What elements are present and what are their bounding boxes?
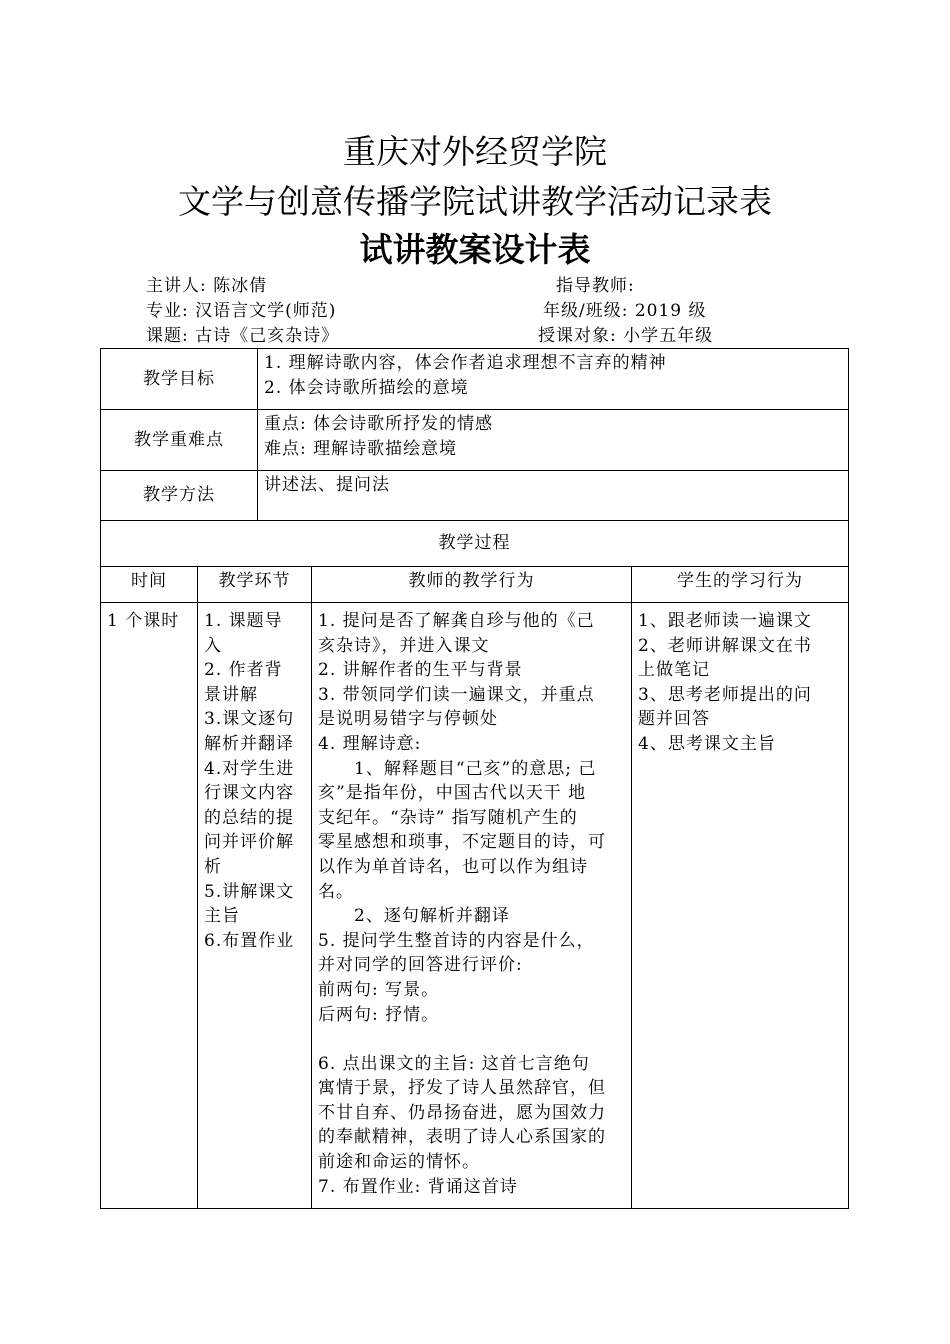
teacher-line: 是说明易错字与停顿处 bbox=[318, 709, 498, 730]
teacher-line: 7. 布置作业: 背诵这首诗 bbox=[318, 1176, 518, 1197]
teacher-line: 1、解释题目“己亥”的意思; 己 bbox=[354, 758, 597, 779]
teacher-line: 2、逐句解析并翻译 bbox=[354, 906, 510, 927]
teacher-line: 寓情于景，抒发了诗人虽然辞官，但 bbox=[318, 1078, 606, 1099]
student-cell bbox=[632, 603, 849, 1209]
stage-line: 4.对学生进 bbox=[204, 758, 295, 779]
teacher-line: 后两句: 抒情。 bbox=[318, 1004, 440, 1025]
stage-line: 主旨 bbox=[204, 906, 240, 927]
teacher-line: 的奉献精神，表明了诗人心系国家的 bbox=[318, 1127, 606, 1148]
lesson-plan-table bbox=[100, 348, 849, 1209]
teacher-line: 不甘自弃、仍昂扬奋进，愿为国效力 bbox=[318, 1102, 606, 1123]
column-header-time: 时间 bbox=[101, 567, 198, 603]
stage-line: 1. 课题导 bbox=[204, 611, 283, 631]
methods-cell: 讲述法、提问法 bbox=[258, 471, 849, 521]
teacher-line: 零星感想和琐事，不定题目的诗，可 bbox=[318, 832, 606, 853]
objective-line: 1. 理解诗歌内容，体会作者追求理想不言弃的精神 bbox=[264, 353, 667, 373]
student-line: 2、老师讲解课文在书 bbox=[638, 635, 812, 656]
stage-line: 析 bbox=[204, 856, 222, 877]
advisor: 指导教师: bbox=[556, 276, 635, 296]
column-header-teacher: 教师的教学行为 bbox=[312, 567, 632, 603]
student-line: 4、思考课文主旨 bbox=[638, 733, 776, 754]
speaker: 主讲人: 陈冰倩 bbox=[146, 276, 268, 296]
teacher-line: 1. 提问是否了解龚自珍与他的《己 bbox=[318, 611, 595, 631]
school-title: 重庆对外经贸学院 bbox=[343, 132, 607, 171]
audience: 授课对象: 小学五年级 bbox=[538, 326, 714, 346]
student-line: 上做笔记 bbox=[638, 660, 710, 681]
column-header-stage: 教学环节 bbox=[198, 567, 312, 603]
stage-line: 景讲解 bbox=[204, 684, 258, 705]
major: 专业: 汉语言文学(师范) bbox=[146, 301, 337, 321]
stages-cell bbox=[198, 603, 312, 1209]
teacher-line: 2. 讲解作者的生平与背景 bbox=[318, 660, 523, 681]
process-label: 教学过程 bbox=[101, 521, 849, 567]
keypoint-line: 难点: 理解诗歌描绘意境 bbox=[264, 438, 458, 459]
time-cell: 1 个课时 bbox=[101, 603, 198, 1209]
column-header-student: 学生的学习行为 bbox=[632, 567, 849, 603]
stage-line: 的总结的提 bbox=[204, 807, 294, 828]
objectives-cell bbox=[258, 349, 849, 410]
keypoints-cell bbox=[258, 410, 849, 471]
teacher-line: 4. 理解诗意: bbox=[318, 733, 422, 754]
teacher-line: 支纪年。“杂诗” 指写随机产生的 bbox=[318, 807, 578, 828]
stage-line: 解析并翻译 bbox=[204, 733, 294, 754]
student-line: 题并回答 bbox=[638, 709, 710, 730]
stage-line: 2. 作者背 bbox=[204, 660, 283, 681]
objective-line: 2. 体会诗歌所描绘的意境 bbox=[264, 377, 469, 398]
form-title: 试讲教案设计表 bbox=[359, 230, 591, 269]
student-line: 3、思考老师提出的问 bbox=[638, 684, 812, 705]
stage-line: 行课文内容 bbox=[204, 783, 294, 804]
teacher-line: 前两句: 写景。 bbox=[318, 979, 440, 1000]
stage-line: 5.讲解课文 bbox=[204, 881, 295, 902]
topic: 课题: 古诗《己亥杂诗》 bbox=[146, 326, 340, 346]
methods-label: 教学方法 bbox=[101, 471, 258, 521]
objectives-label: 教学目标 bbox=[101, 349, 258, 410]
blank-line bbox=[318, 1027, 625, 1052]
stage-line: 3.课文逐句 bbox=[204, 709, 295, 730]
keypoint-line: 重点: 体会诗歌所抒发的情感 bbox=[264, 414, 494, 434]
teacher-line: 以作为单首诗名，也可以作为组诗 bbox=[318, 856, 588, 877]
grade-class: 年级/班级: 2019 级 bbox=[543, 301, 707, 321]
teacher-line: 前途和命运的情怀。 bbox=[318, 1152, 480, 1173]
teacher-line: 3. 带领同学们读一遍课文，并重点 bbox=[318, 684, 595, 705]
stage-line: 6.布置作业 bbox=[204, 930, 295, 951]
teacher-line: 名。 bbox=[318, 881, 354, 902]
teacher-cell bbox=[312, 603, 632, 1209]
record-title: 文学与创意传播学院试讲教学活动记录表 bbox=[178, 182, 772, 221]
teacher-line: 亥杂诗》，并进入课文 bbox=[318, 635, 490, 656]
teacher-line: 5. 提问学生整首诗的内容是什么， bbox=[318, 930, 595, 951]
teacher-line: 亥”是指年份，中国古代以天干 地 bbox=[318, 783, 587, 804]
teacher-line: 并对同学的回答进行评价: bbox=[318, 955, 523, 976]
stage-line: 问并评价解 bbox=[204, 832, 294, 853]
student-line: 1、跟老师读一遍课文 bbox=[638, 611, 812, 631]
teacher-line: 6. 点出课文的主旨: 这首七言绝句 bbox=[318, 1053, 590, 1074]
stage-line: 入 bbox=[204, 635, 222, 656]
keypoints-label: 教学重难点 bbox=[101, 410, 258, 471]
